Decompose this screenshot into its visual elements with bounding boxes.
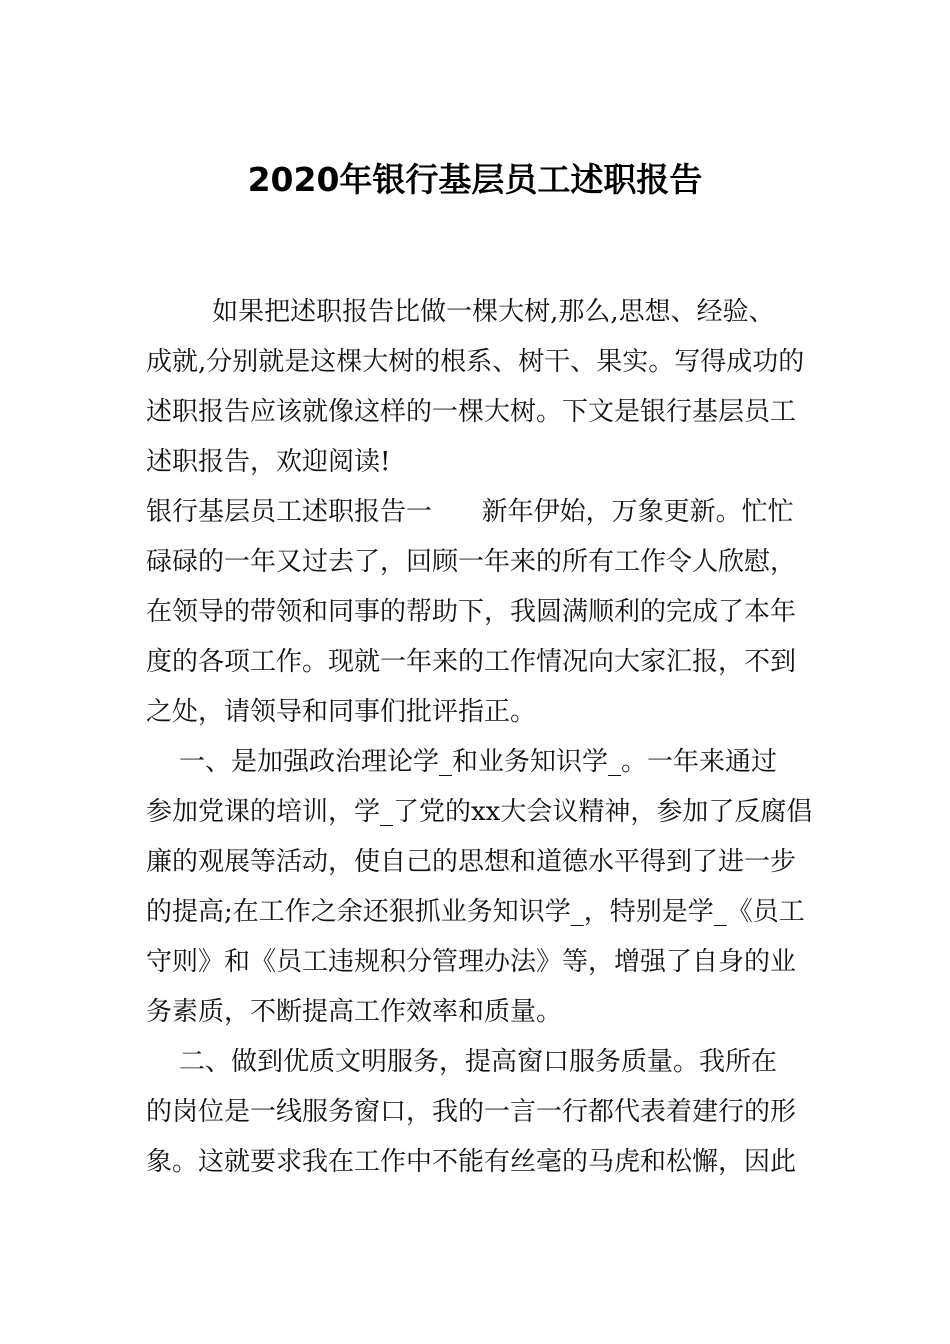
paragraph-line: 述职报告，欢迎阅读! [146,447,391,477]
paragraph-line: 述职报告应该就像这样的一棵大树。下文是银行基层员工 [146,397,797,427]
paragraph-line: 一、是加强政治理论学_和业务知识学_。一年来通过 [146,747,778,777]
paragraph-line: 之处，请领导和同事们批评指正。 [146,697,537,727]
paragraph-line: 务素质，不断提高工作效率和质量。 [146,997,563,1027]
paragraph-line: 碌碌的一年又过去了，回顾一年来的所有工作令人欣慰， [146,547,797,577]
paragraph-line: 守则》和《员工违规积分管理办法》等，增强了自身的业 [146,947,797,977]
paragraph-line: 成就,分别就是这棵大树的根系、树干、果实。写得成功的 [146,347,805,377]
paragraph-line: 如果把述职报告比做一棵大树,那么,思想、经验、 [146,297,775,327]
paragraph-line: 二、做到优质文明服务，提高窗口服务质量。我所在 [146,1047,778,1077]
document-title: 2020年银行基层员工述职报告 [247,160,703,199]
paragraph-line: 的提高;在工作之余还狠抓业务知识学_，特别是学_《员工 [146,897,805,927]
paragraph-line: 的岗位是一线服务窗口，我的一言一行都代表着建行的形 [146,1097,797,1127]
paragraph-line: 银行基层员工述职报告一 新年伊始，万象更新。忙忙 [146,497,794,527]
paragraph-line: 参加党课的培训，学_了党的xx大会议精神，参加了反腐倡 [146,797,813,827]
paragraph-line: 象。这就要求我在工作中不能有丝毫的马虎和松懈，因此 [146,1147,797,1177]
paragraph-line: 在领导的带领和同事的帮助下，我圆满顺利的完成了本年 [146,597,797,627]
paragraph-line: 廉的观展等活动，使自己的思想和道德水平得到了进一步 [146,847,797,877]
paragraph-line: 度的各项工作。现就一年来的工作情况向大家汇报，不到 [146,647,797,677]
